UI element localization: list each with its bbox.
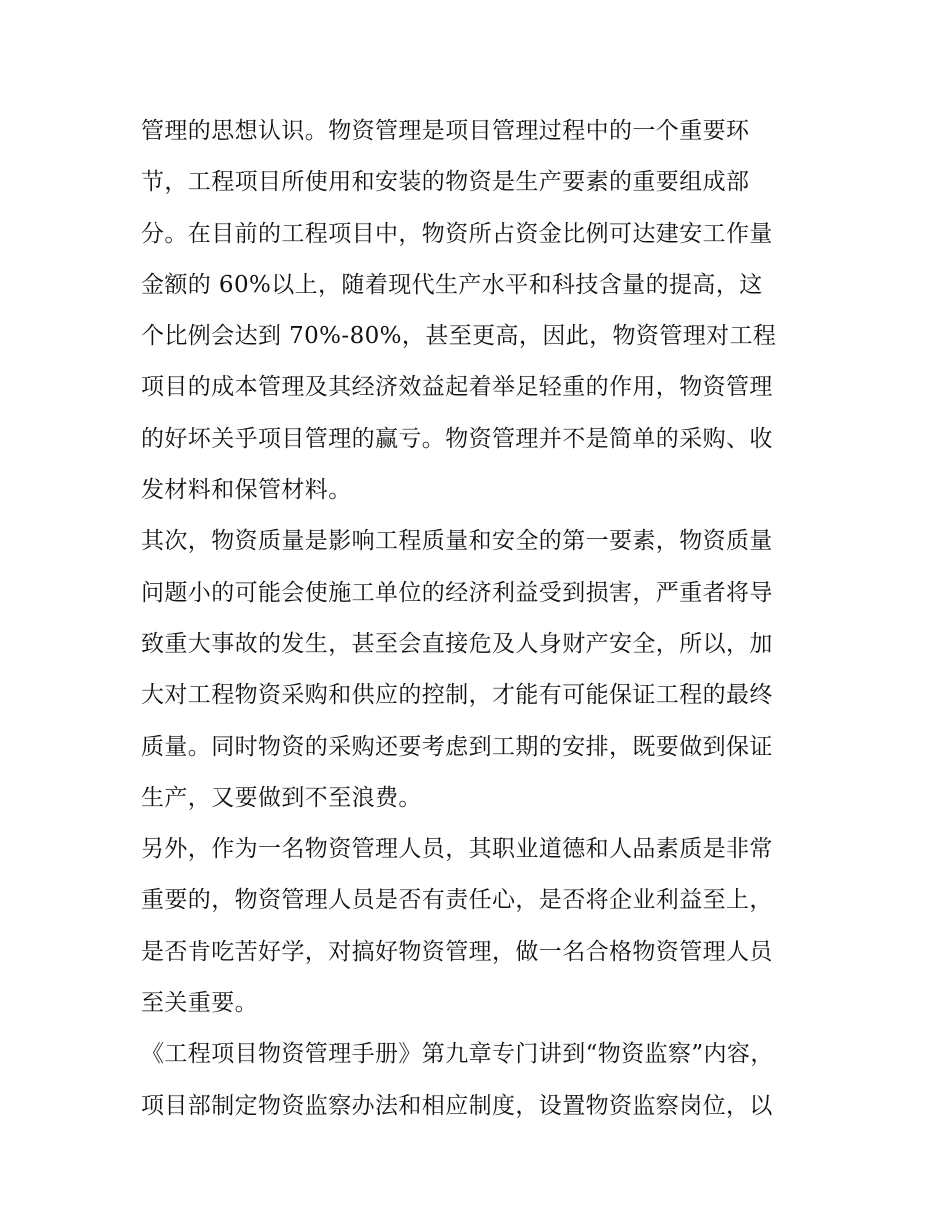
text-line: 项目部制定物资监察办法和相应制度，设置物资监察岗位，以 (141, 1092, 773, 1119)
text-line: 至关重要。 (141, 990, 258, 1017)
text-line: 质量。同时物资的采购还要考虑到工期的安排，既要做到保证 (141, 733, 773, 760)
text-line: 大对工程物资采购和供应的控制，才能有可能保证工程的最终 (141, 682, 773, 709)
text-line: 生产，又要做到不至浪费。 (141, 784, 422, 811)
text-line: 是否肯吃苦好学，对搞好物资管理，做一名合格物资管理人员 (141, 938, 773, 965)
text-line: 金额的 60%以上，随着现代生产水平和科技含量的提高，这 (141, 271, 763, 298)
text-line: 致重大事故的发生，甚至会直接危及人身财产安全，所以，加 (141, 630, 773, 657)
text-line: 的好坏关乎项目管理的赢亏。物资管理并不是简单的采购、收 (141, 425, 773, 452)
text-line: 节，工程项目所使用和安装的物资是生产要素的重要组成部 (141, 169, 750, 196)
text-line: 重要的，物资管理人员是否有责任心，是否将企业利益至上， (141, 887, 773, 914)
text-line: 另外，作为一名物资管理人员，其职业道德和人品素质是非常 (141, 836, 773, 863)
text-line: 问题小的可能会使施工单位的经济利益受到损害，严重者将导 (141, 579, 773, 606)
body-text (141, 106, 813, 1132)
text-line: 项目的成本管理及其经济效益起着举足轻重的作用，物资管理 (141, 374, 773, 401)
text-line: 管理的思想认识。物资管理是项目管理过程中的一个重要环 (141, 118, 750, 144)
text-line: 其次，物资质量是影响工程质量和安全的第一要素，物资质量 (141, 528, 773, 555)
text-line: 《工程项目物资管理手册》第九章专门讲到“物资监察”内容， (141, 1041, 774, 1068)
text-line: 发材料和保管材料。 (141, 477, 352, 504)
text-line: 个比例会达到 70%-80%，甚至更高，因此，物资管理对工程 (141, 323, 777, 350)
text-line: 分。在目前的工程项目中，物资所占资金比例可达建安工作量 (141, 220, 773, 247)
